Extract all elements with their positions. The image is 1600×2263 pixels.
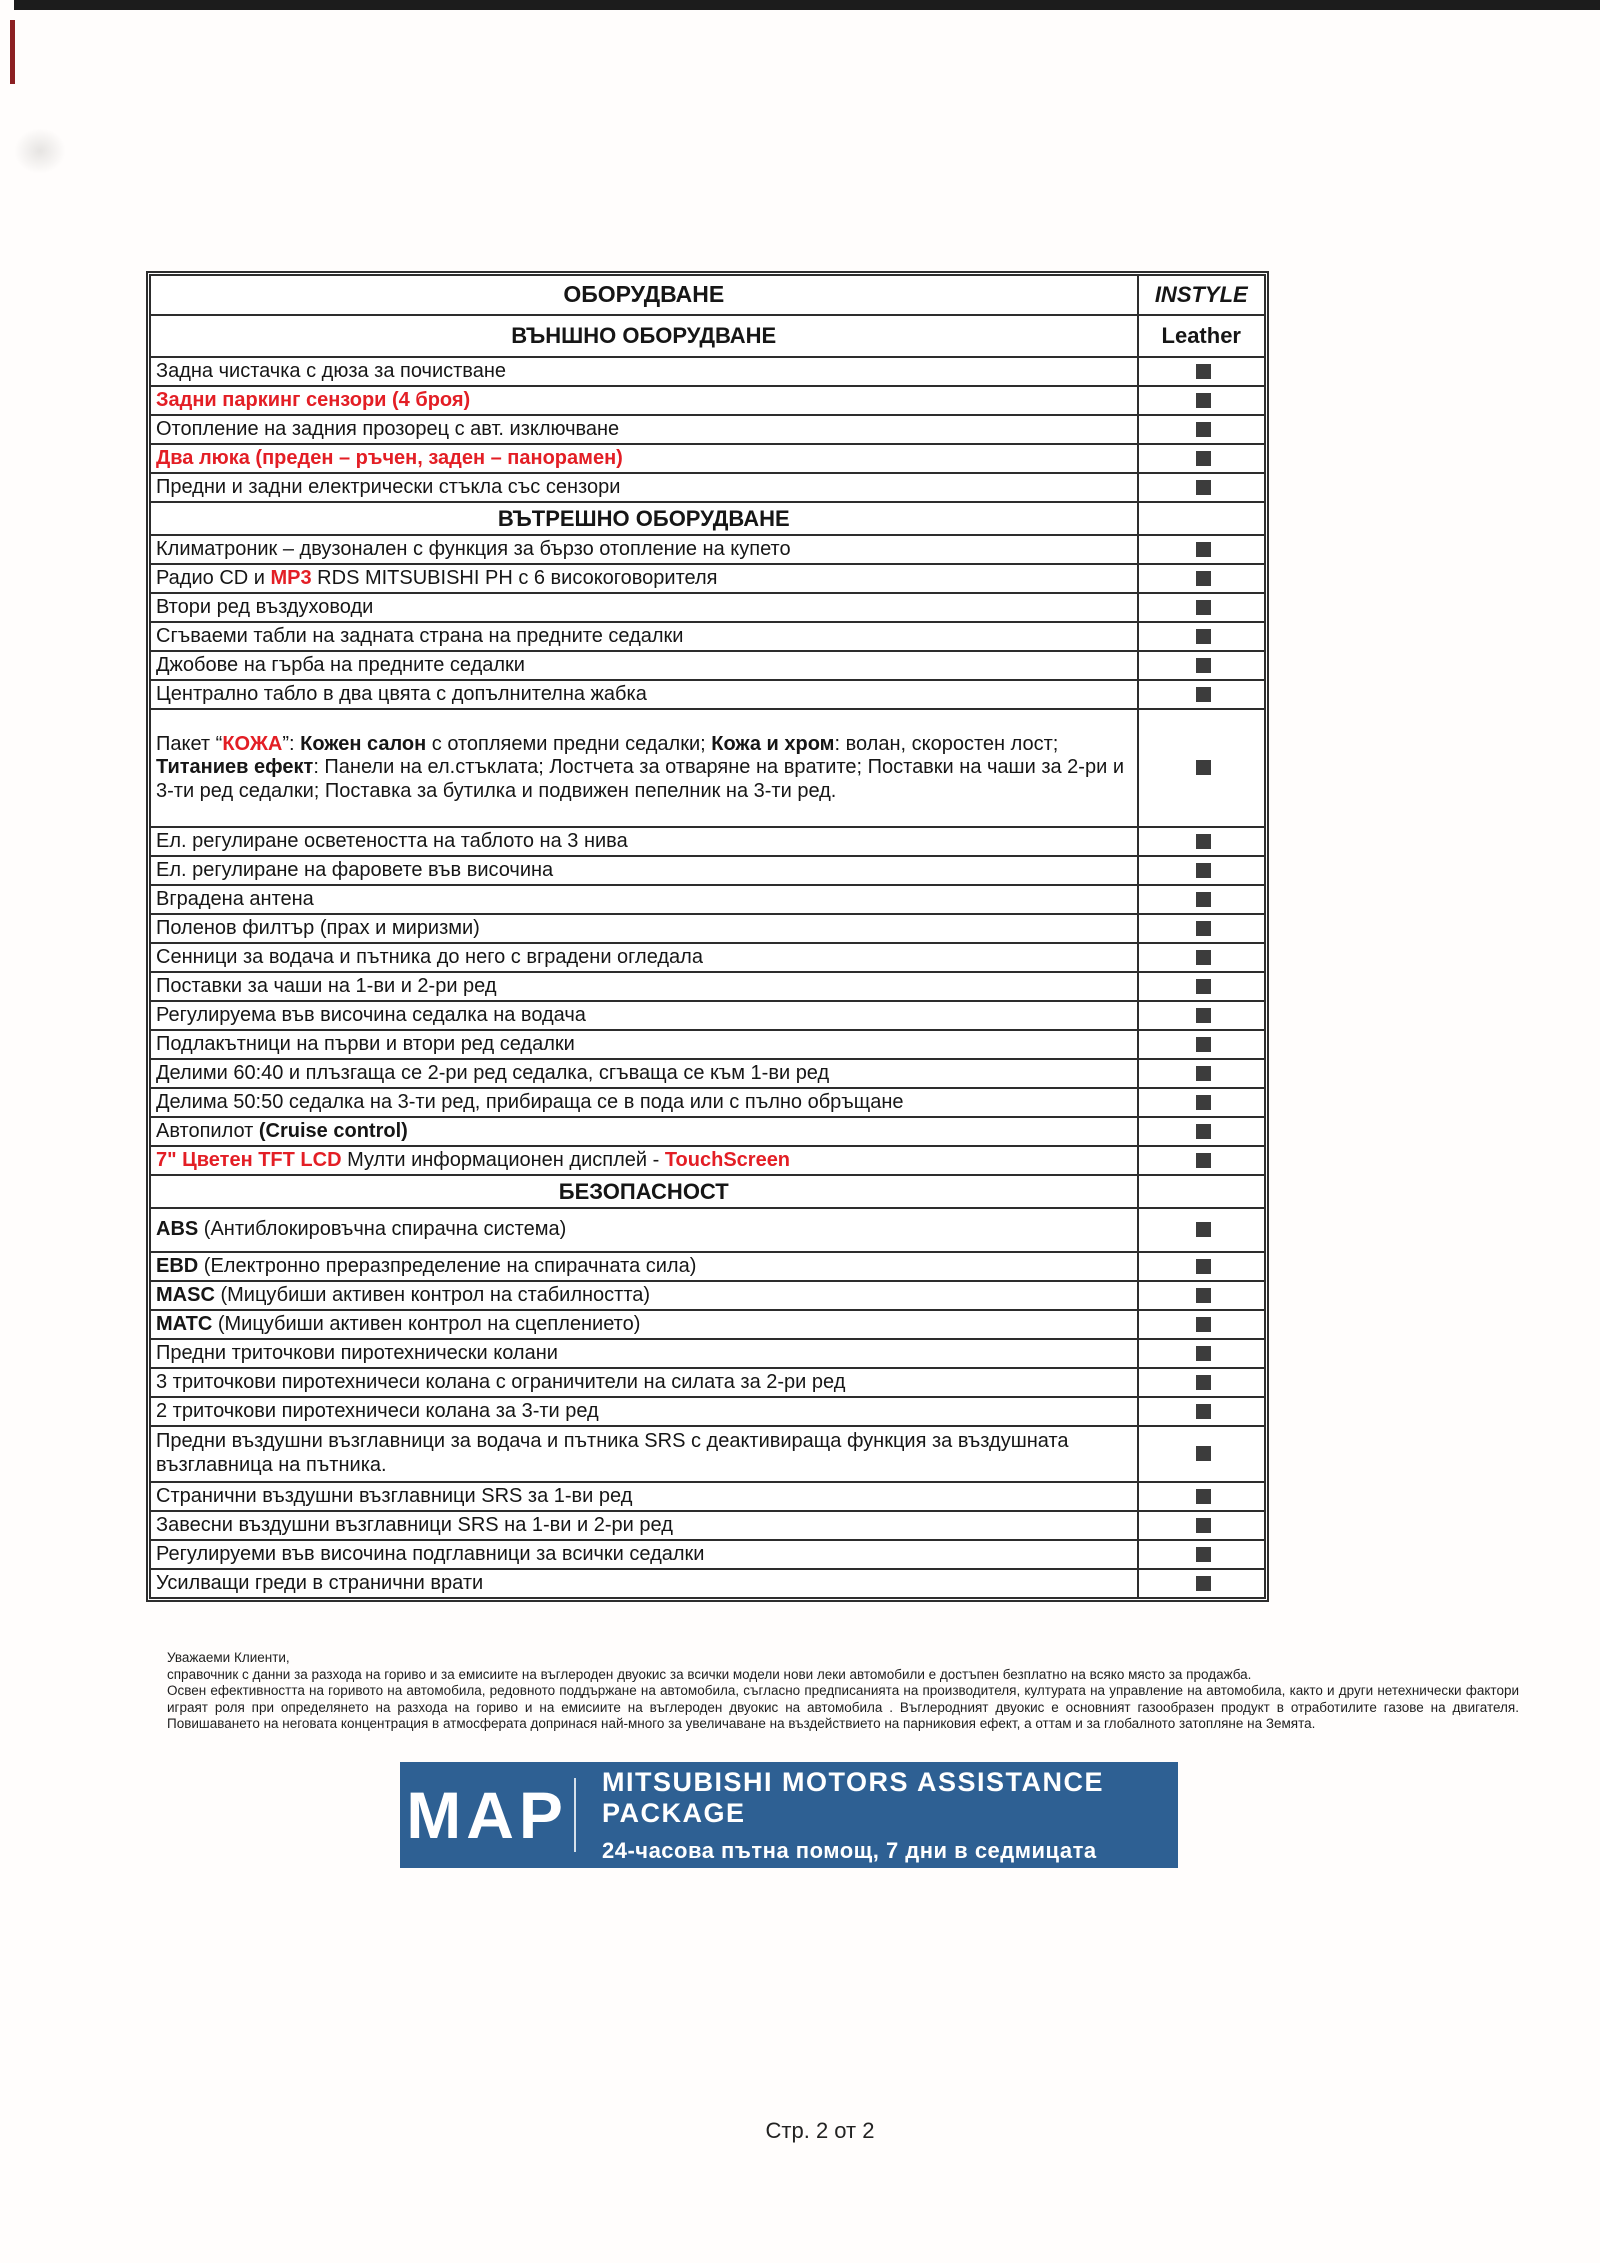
spec-text: Втори ред въздуховоди bbox=[150, 593, 1138, 622]
footer-line: играят роля при определянето на разхода на гориво и на емисиите на въглероден двуокис на автомобила . Въглеродният двуокис е основният газообразен продукт в отработилите газове на двигателя. bbox=[167, 1699, 1519, 1715]
equipped-square-icon bbox=[1196, 571, 1211, 586]
equipped-square-icon bbox=[1196, 1489, 1211, 1504]
spec-row bbox=[150, 1059, 1265, 1088]
spec-row bbox=[150, 444, 1265, 473]
equipped-square-icon bbox=[1196, 364, 1211, 379]
equipped-square-icon bbox=[1196, 629, 1211, 644]
footer-line: Повишаването на неговата концентрация в атмосферата допринася най-много за увеличаване на въздействието на парниковия ефект, а оттам и за глобалното затопляне на Земята. bbox=[167, 1716, 1316, 1732]
equipped-cell bbox=[1138, 1511, 1265, 1540]
spec-row bbox=[150, 622, 1265, 651]
table-header-row bbox=[150, 275, 1265, 315]
equipped-cell bbox=[1138, 885, 1265, 914]
equipment-table bbox=[146, 271, 1269, 1602]
equipped-cell bbox=[1138, 357, 1265, 386]
spec-text: MASC (Мицубиши активен контрол на стабилността) bbox=[150, 1281, 1138, 1310]
equipped-square-icon bbox=[1196, 1008, 1211, 1023]
footer-salutation: Уважаеми Клиенти, bbox=[167, 1650, 290, 1665]
scan-artifact-red-tick bbox=[10, 20, 15, 84]
spec-row bbox=[150, 1117, 1265, 1146]
map-logo-subtitle: 24-часова пътна помощ, 7 дни в седмицата bbox=[602, 1837, 1097, 1863]
equipped-cell bbox=[1138, 1397, 1265, 1426]
equipped-cell bbox=[1138, 1368, 1265, 1397]
equipped-square-icon bbox=[1196, 1259, 1211, 1274]
equipped-cell bbox=[1138, 1030, 1265, 1059]
equipped-square-icon bbox=[1196, 393, 1211, 408]
equipped-square-icon bbox=[1196, 1153, 1211, 1168]
spec-text: Сенници за водача и пътника до него с вградени огледала bbox=[150, 943, 1138, 972]
equipped-cell bbox=[1138, 914, 1265, 943]
equipped-square-icon bbox=[1196, 892, 1211, 907]
equipped-square-icon bbox=[1196, 1066, 1211, 1081]
equipped-square-icon bbox=[1196, 658, 1211, 673]
spec-text: Завесни въздушни възглавници SRS на 1-ви и 2-ри ред bbox=[150, 1511, 1138, 1540]
equipped-cell bbox=[1138, 827, 1265, 856]
spec-text: EBD (Електронно преразпределение на спирачната сила) bbox=[150, 1252, 1138, 1281]
spec-text: Задна чистачка с дюза за почистване bbox=[150, 357, 1138, 386]
equipped-square-icon bbox=[1196, 1095, 1211, 1110]
equipped-square-icon bbox=[1196, 600, 1211, 615]
equipped-cell bbox=[1138, 1146, 1265, 1175]
spec-row bbox=[150, 914, 1265, 943]
equipped-square-icon bbox=[1196, 451, 1211, 466]
spec-row bbox=[150, 1426, 1265, 1482]
spec-text: Ел. регулиране осветеността на таблото на 3 нива bbox=[150, 827, 1138, 856]
equipped-square-icon bbox=[1196, 760, 1211, 775]
spec-text: Автопилот (Cruise control) bbox=[150, 1117, 1138, 1146]
spec-row bbox=[150, 415, 1265, 444]
spec-text: Регулируеми във височина подглавници за всички седалки bbox=[150, 1540, 1138, 1569]
equipped-square-icon bbox=[1196, 542, 1211, 557]
spec-text: Радио CD и MP3 RDS MITSUBISHI PH с 6 високоговорителя bbox=[150, 564, 1138, 593]
spec-row bbox=[150, 856, 1265, 885]
section-title: БЕЗОПАСНОСТ bbox=[150, 1175, 1138, 1208]
equipped-cell bbox=[1138, 415, 1265, 444]
section-header-row bbox=[150, 1175, 1265, 1208]
equipped-cell bbox=[1138, 622, 1265, 651]
spec-text: Предни и задни електрически стъкла със сензори bbox=[150, 473, 1138, 502]
equipped-cell bbox=[1138, 564, 1265, 593]
spec-row bbox=[150, 1252, 1265, 1281]
section-header-trim-cell bbox=[1138, 1175, 1265, 1208]
equipped-cell bbox=[1138, 473, 1265, 502]
spec-row bbox=[150, 651, 1265, 680]
equipped-square-icon bbox=[1196, 1288, 1211, 1303]
equipped-square-icon bbox=[1196, 950, 1211, 965]
spec-text: Отопление на задния прозорец с авт. изключване bbox=[150, 415, 1138, 444]
equipped-cell bbox=[1138, 1281, 1265, 1310]
equipped-cell bbox=[1138, 535, 1265, 564]
equipped-cell bbox=[1138, 1540, 1265, 1569]
spec-text: Задни паркинг сензори (4 броя) bbox=[150, 386, 1138, 415]
equipped-square-icon bbox=[1196, 834, 1211, 849]
spec-row bbox=[150, 473, 1265, 502]
spec-text: Ел. регулиране на фаровете във височина bbox=[150, 856, 1138, 885]
scan-artifact-top-bar bbox=[14, 0, 1600, 10]
footer-line: Освен ефективността на горивото на автомобила, редовното поддържане на автомобила, съгласно предписанията на производителя, културата на управление на автомобила, както и други нетехнически фактори bbox=[167, 1683, 1519, 1699]
spec-row bbox=[150, 1368, 1265, 1397]
spec-row bbox=[150, 1088, 1265, 1117]
spec-row bbox=[150, 1540, 1265, 1569]
equipped-cell bbox=[1138, 386, 1265, 415]
spec-text: Усилващи греди в странични врати bbox=[150, 1569, 1138, 1598]
spec-text: Поленов филтър (прах и миризми) bbox=[150, 914, 1138, 943]
equipped-square-icon bbox=[1196, 979, 1211, 994]
equipped-cell bbox=[1138, 1339, 1265, 1368]
equipped-cell bbox=[1138, 1001, 1265, 1030]
spec-row bbox=[150, 1281, 1265, 1310]
spec-text: MATC (Мицубиши активен контрол на сцеплението) bbox=[150, 1310, 1138, 1339]
map-logo bbox=[400, 1762, 1178, 1868]
spec-text: Регулируема във височина седалка на водача bbox=[150, 1001, 1138, 1030]
equipped-cell bbox=[1138, 1569, 1265, 1598]
spec-text: Предни въздушни възглавници за водача и пътника SRS с деактивираща функция за въздушната възглавница на пътника. bbox=[150, 1426, 1138, 1482]
section-title: ВЪТРЕШНО ОБОРУДВАНЕ bbox=[150, 502, 1138, 535]
spec-text: ABS (Антиблокировъчна спирачна система) bbox=[150, 1208, 1138, 1252]
spec-row bbox=[150, 386, 1265, 415]
section-header-row bbox=[150, 502, 1265, 535]
equipped-square-icon bbox=[1196, 921, 1211, 936]
equipped-cell bbox=[1138, 1426, 1265, 1482]
equipped-cell bbox=[1138, 593, 1265, 622]
spec-text: Сгъваеми табли на задната страна на предните седалки bbox=[150, 622, 1138, 651]
spec-text: Вградена антена bbox=[150, 885, 1138, 914]
equipped-square-icon bbox=[1196, 480, 1211, 495]
spec-row bbox=[150, 709, 1265, 827]
equipped-cell bbox=[1138, 1252, 1265, 1281]
equipped-square-icon bbox=[1196, 1518, 1211, 1533]
trim-column-header: INSTYLE bbox=[1138, 275, 1265, 315]
equipped-square-icon bbox=[1196, 687, 1211, 702]
equipped-cell bbox=[1138, 1117, 1265, 1146]
spec-row bbox=[150, 564, 1265, 593]
equipped-cell bbox=[1138, 1482, 1265, 1511]
equipped-cell bbox=[1138, 651, 1265, 680]
map-logo-abbr: MAP bbox=[406, 1778, 568, 1852]
equipped-square-icon bbox=[1196, 1037, 1211, 1052]
spec-row bbox=[150, 943, 1265, 972]
spec-row bbox=[150, 593, 1265, 622]
spec-row bbox=[150, 1397, 1265, 1426]
equipped-square-icon bbox=[1196, 1317, 1211, 1332]
section-title-external: ВЪНШНО ОБОРУДВАНЕ bbox=[150, 315, 1138, 357]
trim-column-value: Leather bbox=[1138, 315, 1265, 357]
spec-row bbox=[150, 680, 1265, 709]
spec-row bbox=[150, 535, 1265, 564]
equipped-cell bbox=[1138, 1088, 1265, 1117]
equipped-cell bbox=[1138, 856, 1265, 885]
spec-text: 7" Цветен TFT LCD Мулти информационен дисплей - TouchScreen bbox=[150, 1146, 1138, 1175]
footer-line: справочник с данни за разхода на гориво и за емисиите на въглероден двуокис за всички модели нови леки автомобили е достъпен безплатно на всяко място за продажба. bbox=[167, 1666, 1252, 1682]
equipped-square-icon bbox=[1196, 863, 1211, 878]
spec-text: Поставки за чаши на 1-ви и 2-ри ред bbox=[150, 972, 1138, 1001]
spec-row bbox=[150, 1030, 1265, 1059]
equipped-cell bbox=[1138, 1208, 1265, 1252]
equipped-cell bbox=[1138, 680, 1265, 709]
spec-row bbox=[150, 885, 1265, 914]
spec-row bbox=[150, 357, 1265, 386]
spec-text: Предни триточкови пиротехнически колани bbox=[150, 1339, 1138, 1368]
equipped-square-icon bbox=[1196, 1576, 1211, 1591]
spec-text: Климатроник – двузонален с функция за бързо отопление на купето bbox=[150, 535, 1138, 564]
spec-row bbox=[150, 1511, 1265, 1540]
equipped-cell bbox=[1138, 1310, 1265, 1339]
spec-text: Централно табло в два цвята с допълнителна жабка bbox=[150, 680, 1138, 709]
spec-row bbox=[150, 1310, 1265, 1339]
equipped-square-icon bbox=[1196, 1547, 1211, 1562]
scan-artifact-smudge bbox=[14, 128, 66, 174]
equipped-cell bbox=[1138, 943, 1265, 972]
spec-row bbox=[150, 1482, 1265, 1511]
equipped-cell bbox=[1138, 709, 1265, 827]
footer-note bbox=[167, 1650, 1527, 1733]
spec-text: Делими 60:40 и плъзгаща се 2-ри ред седалка, сгъваща се към 1-ви ред bbox=[150, 1059, 1138, 1088]
map-logo-divider bbox=[574, 1778, 576, 1852]
equipped-square-icon bbox=[1196, 1346, 1211, 1361]
equipped-cell bbox=[1138, 1059, 1265, 1088]
table-title: ОБОРУДВАНЕ bbox=[150, 275, 1138, 315]
spec-row bbox=[150, 1146, 1265, 1175]
spec-text: Джобове на гърба на предните седалки bbox=[150, 651, 1138, 680]
spec-text: Делима 50:50 седалка на 3-ти ред, прибираща се в пода или с пълно обръщане bbox=[150, 1088, 1138, 1117]
spec-text: Пакет “КОЖА”: Кожен салон с отопляеми предни седалки; Кожа и хром: волан, скоростен лост; Титаниев ефект: Панели на ел.стъклата; Лостчета за отваряне на вратите; Поставки на чаши за 2-ри и 3-ти ред седалки; Поставка за бутилка и подвижен пепелник на 3-ти ред. bbox=[150, 709, 1138, 827]
spec-text: 3 триточкови пиротехничеси колана с ограничители на силата за 2-ри ред bbox=[150, 1368, 1138, 1397]
spec-text: 2 триточкови пиротехничеси колана за 3-ти ред bbox=[150, 1397, 1138, 1426]
equipped-cell bbox=[1138, 444, 1265, 473]
section-header-row bbox=[150, 315, 1265, 357]
spec-row bbox=[150, 972, 1265, 1001]
spec-text: Странични въздушни възглавници SRS за 1-ви ред bbox=[150, 1482, 1138, 1511]
page-number: Стр. 2 от 2 bbox=[765, 2118, 875, 2143]
equipped-square-icon bbox=[1196, 1446, 1211, 1461]
spec-row bbox=[150, 827, 1265, 856]
equipped-square-icon bbox=[1196, 422, 1211, 437]
equipped-square-icon bbox=[1196, 1124, 1211, 1139]
equipped-square-icon bbox=[1196, 1375, 1211, 1390]
spec-row bbox=[150, 1208, 1265, 1252]
equipped-cell bbox=[1138, 972, 1265, 1001]
equipped-square-icon bbox=[1196, 1404, 1211, 1419]
equipped-square-icon bbox=[1196, 1222, 1211, 1237]
spec-row bbox=[150, 1339, 1265, 1368]
spec-text: Подлакътници на първи и втори ред седалки bbox=[150, 1030, 1138, 1059]
spec-row bbox=[150, 1001, 1265, 1030]
spec-row bbox=[150, 1569, 1265, 1598]
map-logo-title: MITSUBISHI MOTORS ASSISTANCE PACKAGE bbox=[602, 1766, 1105, 1828]
section-header-trim-cell bbox=[1138, 502, 1265, 535]
spec-text: Два люка (преден – ръчен, заден – панорамен) bbox=[150, 444, 1138, 473]
